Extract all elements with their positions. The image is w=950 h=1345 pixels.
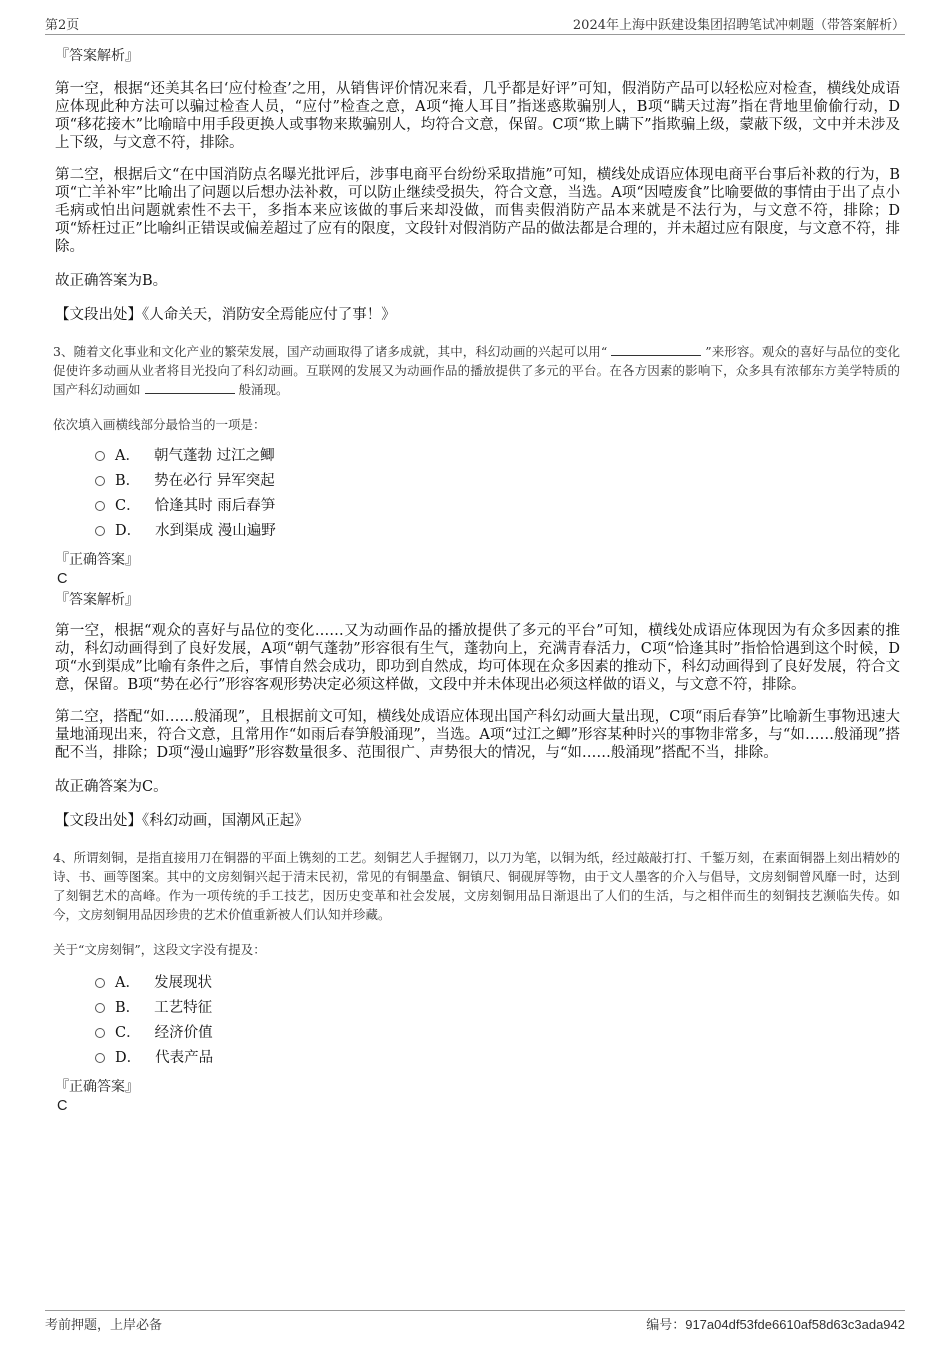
correct-answer: C [57,1098,68,1114]
analysis-label: 『答案解析』 [55,48,139,64]
document-id-code: 917a04df53fde6610af58d63c3ada942 [685,1317,905,1332]
document-title: 2024年上海中跃建设集团招聘笔试冲刺题（带答案解析） [572,18,905,33]
analysis-paragraph-1: 第一空，根据“观众的喜好与品位的变化……又为动画作品的播放提供了多元的平台”可知，横线处成语应体现因为有众多因素的推动，科幻动画得到了良好发展，A项“朝气蓬勃”形容很有生气，蓬勃向上，充满青春活力，C项“恰逢其时”指恰恰遇到这个时候，D项“水到渠成”比喻有条件之后，事情自然会成功，即功到自然成，均可体现在众多因素的推动下，科幻动画得到了良好发展，符合文意，保留。B项“势在必行”形容客观形势决定必须这样做，文段中并未体现出必须这样做的语义，与文意不符，排除。 [55,623,900,693]
correct-answer-label: 『正确答案』 [55,1079,139,1095]
question-4-prompt: 关于“文房刻铜”，这段文字没有提及： [53,942,266,957]
radio-icon[interactable] [95,1003,105,1013]
correct-answer: C [57,571,68,587]
page-footer [45,1310,905,1335]
page-header [45,12,905,35]
question-4-options [55,971,900,1071]
radio-icon[interactable] [95,476,105,486]
correct-answer-label: 『正确答案』 [55,552,139,568]
option-c[interactable]: C． 恰逢其时 雨后春笋 [95,494,900,519]
document-id: 编号：917a04df53fde6610af58d63c3ada942 [646,1317,905,1333]
passage-source: 【文段出处】《科幻动画，国潮风正起》 [55,813,309,829]
passage-source: 【文段出处】《人命关天，消防安全焉能应付了事！》 [55,307,396,323]
question-3-prompt: 依次填入画横线部分最恰当的一项是： [53,417,266,432]
radio-icon[interactable] [95,451,105,461]
radio-icon[interactable] [95,501,105,511]
option-a[interactable]: A． 朝气蓬勃 过江之鲫 [95,444,900,469]
radio-icon[interactable] [95,1028,105,1038]
option-a[interactable]: A． 发展现状 [95,971,900,996]
radio-icon[interactable] [95,526,105,536]
question-3-options [55,444,900,544]
analysis-paragraph-2: 第二空，根据后文“在中国消防点名曝光批评后，涉事电商平台纷纷采取措施”可知，横线处成语应体现电商平台事后补救的行为，B项“亡羊补牢”比喻出了问题以后想办法补救，可以防止继续受损失，符合文意，当选。A项“因噎废食”比喻要做的事情由于出了点小毛病或怕出问题就索性不去干，多指本来应该做的事后来却没做，而售卖假消防产品本来就是不法行为，与文意不符，排除；D项“矫枉过正”比喻纠正错误或偏差超过了应有的限度，文段针对假消防产品的做法都是合理的，并未超过应有限度，与文意不符，排除。 [55,167,900,255]
blank-line [145,381,235,394]
option-d[interactable]: D． 水到渠成 漫山遍野 [95,519,900,544]
analysis-label: 『答案解析』 [55,592,139,608]
question-4-text: 4、所谓刻铜，是指直接用刀在铜器的平面上镌刻的工艺。刻铜艺人手握钢刀，以刀为笔，以铜为纸，经过敲敲打打、千錾万刻，在素面铜器上刻出精妙的诗、书、画等图案。其中的文房刻铜兴起于清末民初，常见的有铜墨盒、铜镇尺、铜砚屏等物，由于文人墨客的介入与倡导，文房刻铜曾风靡一时，达到了刻铜艺术的高峰。作为一项传统的手工技艺，因历史变革和社会发展，文房刻铜用品日渐退出了人们的生活，与之相伴而生的刻铜技艺濒临失传。如今，文房刻铜用品因珍贵的艺术价值重新被人们认知并珍藏。 [53,850,900,922]
analysis-paragraph-2: 第二空，搭配“如……般涌现”，且根据前文可知，横线处成语应体现出国产科幻动画大量出现，C项“雨后春笋”比喻新生事物迅速大量地涌现出来，符合文意，且常用作“如雨后春笋般涌现”，当选。A项“过江之鲫”形容某种时兴的事物非常多，与“如……般涌现”搭配不当，排除；D项“漫山遍野”形容数量很多、范围很广、声势很大的情况，与“如……般涌现”搭配不当，排除。 [55,709,900,761]
question-3-text: 3、随着文化事业和文化产业的繁荣发展，国产动画取得了诸多成就，其中，科幻动画的兴起可以用“ ”来形容。观众的喜好与品位的变化促使许多动画从业者将目光投向了科幻动画。互联网的发展又为动画作品的播放提供了多元的平台。在各方因素的影响下，众多具有浓郁东方美学特质的国产科幻动画如 般涌现。 [53,344,900,397]
document-body [55,44,900,1115]
radio-icon[interactable] [95,1053,105,1063]
answer-conclusion: 故正确答案为B。 [55,273,168,289]
option-b[interactable]: B． 势在必行 异军突起 [95,469,900,494]
analysis-paragraph-1: 第一空，根据“还美其名曰‘应付检查’之用，从销售评价情况来看，几乎都是好评”可知，假消防产品可以轻松应对检查，横线处成语应体现此种方法可以骗过检查人员，“应付”检查之意，A项“掩人耳目”指迷惑欺骗别人，B项“瞒天过海”指在背地里偷偷行动，D项“移花接木”比喻暗中用手段更换人或事物来欺骗别人，均符合文意，保留。C项“欺上瞒下”指欺骗上级，蒙蔽下级，文中并未涉及上下级，与文意不符，排除。 [55,81,900,151]
blank-line [611,343,701,356]
page-number: 第2页 [45,18,80,33]
footer-slogan: 考前押题，上岸必备 [45,1318,163,1333]
radio-icon[interactable] [95,978,105,988]
option-b[interactable]: B． 工艺特征 [95,996,900,1021]
option-d[interactable]: D． 代表产品 [95,1046,900,1071]
option-c[interactable]: C． 经济价值 [95,1021,900,1046]
answer-conclusion: 故正确答案为C。 [55,779,168,795]
